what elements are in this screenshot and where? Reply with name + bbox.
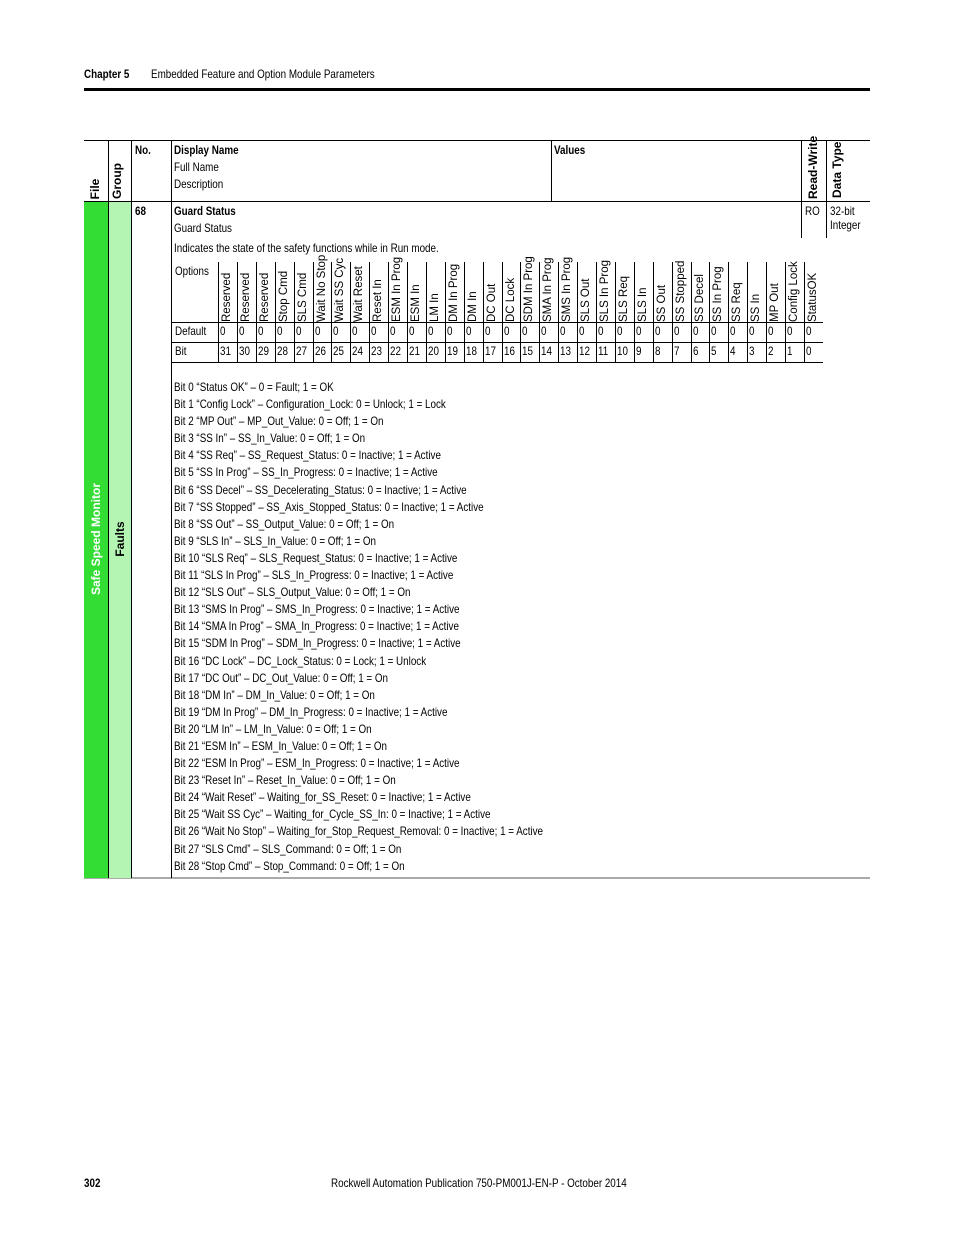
option-bit-number: 31 bbox=[220, 344, 231, 358]
header-read-write: Read-Write bbox=[806, 135, 820, 199]
bit-description-line: Bit 13 “SMS In Prog” – SMS_In_Progress: 0 = Inactive; 1 = Active bbox=[174, 602, 460, 617]
option-default-value: 0 bbox=[673, 324, 680, 338]
header-file: File bbox=[88, 178, 102, 200]
group-faults: Faults bbox=[113, 521, 127, 557]
option-name-label: SLS Req bbox=[617, 275, 630, 322]
option-bit-number: 2 bbox=[768, 344, 774, 358]
option-bit-number: 15 bbox=[522, 344, 534, 358]
option-bit-number: 11 bbox=[598, 344, 609, 358]
option-name-label: ESM In bbox=[410, 284, 422, 322]
option-default-value: 0 bbox=[711, 324, 717, 338]
option-default-value: 0 bbox=[503, 324, 509, 338]
options-row-divider bbox=[172, 322, 823, 323]
option-bit-number: 27 bbox=[295, 344, 307, 358]
option-default-value: 0 bbox=[220, 324, 226, 338]
bit-description-line: Bit 3 “SS In” – SS_In_Value: 0 = Off; 1 = On bbox=[174, 431, 366, 446]
option-default-value: 0 bbox=[314, 324, 320, 338]
bit-description-line: Bit 2 “MP Out” – MP_Out_Value: 0 = Off; 1 = On bbox=[174, 414, 384, 429]
param-description: Indicates the state of the safety functions while in Run mode. bbox=[174, 241, 439, 255]
bit-description-line: Bit 4 “SS Req” – SS_Request_Status: 0 = Inactive; 1 = Active bbox=[174, 448, 441, 463]
option-name-label: ESM In Prog bbox=[391, 256, 404, 322]
option-name-label: Wait No Stop bbox=[315, 254, 328, 322]
option-bit-number: 13 bbox=[560, 344, 572, 358]
page-number: 302 bbox=[84, 1176, 101, 1190]
option-bit-number: 7 bbox=[673, 344, 680, 358]
option-default-value: 0 bbox=[427, 324, 434, 338]
option-name-label: DM In Prog bbox=[447, 263, 460, 322]
option-default-value: 0 bbox=[238, 324, 245, 338]
option-name-label: Config Lock bbox=[788, 261, 800, 322]
bit-description-list bbox=[174, 379, 624, 875]
option-bit-number: 23 bbox=[371, 344, 383, 358]
option-name-label: Wait SS Cyc bbox=[334, 257, 347, 322]
option-name-label: SS Req bbox=[731, 282, 744, 322]
publication-info: Rockwell Automation Publication 750-PM001J-EN-P - October 2014 bbox=[331, 1176, 627, 1190]
option-default-value: 0 bbox=[257, 324, 264, 338]
option-bit-number: 26 bbox=[314, 344, 326, 358]
option-name-label: SMS In Prog bbox=[561, 256, 574, 322]
option-bit-number: 18 bbox=[465, 344, 477, 358]
option-bit-number: 1 bbox=[787, 344, 793, 358]
bit-description-line: Bit 19 “DM In Prog” – DM_In_Progress: 0 = Inactive; 1 = Active bbox=[174, 704, 448, 719]
option-bit-number: 14 bbox=[541, 344, 553, 358]
option-name-label: SLS In bbox=[636, 287, 649, 322]
option-name-label: Wait Reset bbox=[353, 266, 366, 322]
option-bit-number: 16 bbox=[503, 344, 515, 358]
bit-description-line: Bit 26 “Wait No Stop” – Waiting_for_Stop_Request_Removal: 0 = Inactive; 1 = Active bbox=[174, 824, 544, 839]
option-name-label: DC Lock bbox=[504, 277, 517, 322]
option-bit-number: 28 bbox=[276, 344, 288, 358]
bit-description-line: Bit 16 “DC Lock” – DC_Lock_Status: 0 = Lock; 1 = Unlock bbox=[174, 653, 427, 668]
bit-description-line: Bit 5 “SS In Prog” – SS_In_Progress: 0 = Inactive; 1 = Active bbox=[174, 465, 438, 480]
bit-description-line: Bit 25 “Wait SS Cyc” – Waiting_for_Cycle_SS_In: 0 = Inactive; 1 = Active bbox=[174, 807, 491, 822]
col-divider bbox=[826, 140, 827, 238]
option-name-label: SS Stopped bbox=[674, 260, 687, 322]
option-default-value: 0 bbox=[522, 324, 528, 338]
option-default-value: 0 bbox=[371, 324, 377, 338]
header-rule bbox=[84, 88, 870, 91]
option-bit-number: 5 bbox=[711, 344, 717, 358]
option-name-label: Stop Cmd bbox=[277, 270, 290, 322]
option-default-value: 0 bbox=[409, 324, 415, 338]
bit-description-line: Bit 15 “SDM In Prog” – SDM_In_Progress: 0 = Inactive; 1 = Active bbox=[174, 636, 461, 651]
option-default-value: 0 bbox=[768, 324, 774, 338]
option-default-value: 0 bbox=[276, 324, 283, 338]
header-values: Values bbox=[554, 143, 586, 157]
option-default-value: 0 bbox=[541, 324, 547, 338]
col-divider bbox=[108, 140, 109, 878]
option-bit-number: 22 bbox=[390, 344, 402, 358]
option-default-value: 0 bbox=[390, 324, 396, 338]
header-description: Description bbox=[174, 177, 224, 191]
bit-description-line: Bit 20 “LM In” – LM_In_Value: 0 = Off; 1 = On bbox=[174, 721, 372, 736]
header-no: No. bbox=[135, 143, 151, 157]
option-bit-number: 10 bbox=[616, 344, 628, 358]
table-bottom-border bbox=[84, 877, 870, 879]
option-name-label: LM In bbox=[428, 293, 441, 322]
option-bit-number: 21 bbox=[409, 344, 420, 358]
bit-description-line: Bit 8 “SS Out” – SS_Output_Value: 0 = Off; 1 = On bbox=[174, 516, 395, 531]
option-name-label: StatusOK bbox=[806, 272, 819, 322]
bit-description-line: Bit 0 “Status OK” – 0 = Fault; 1 = OK bbox=[174, 380, 334, 394]
bit-description-line: Bit 23 “Reset In” – Reset_In_Value: 0 = Off; 1 = On bbox=[174, 773, 396, 788]
bit-description-line: Bit 24 “Wait Reset” – Waiting_for_SS_Reset: 0 = Inactive; 1 = Active bbox=[174, 790, 471, 805]
option-default-value: 0 bbox=[579, 324, 585, 338]
option-name-label: SLS Cmd bbox=[296, 272, 309, 322]
bit-description-line: Bit 7 “SS Stopped” – SS_Axis_Stopped_Status: 0 = Inactive; 1 = Active bbox=[174, 499, 484, 514]
option-bit-number: 30 bbox=[238, 344, 250, 358]
param-data-type: 32-bit bbox=[830, 204, 855, 218]
col-divider bbox=[171, 140, 172, 878]
option-default-value: 0 bbox=[484, 324, 491, 338]
chapter-title: Embedded Feature and Option Module Parameters bbox=[151, 67, 375, 81]
option-default-value: 0 bbox=[560, 324, 566, 338]
bit-label: Bit bbox=[175, 344, 187, 358]
bit-description-line: Bit 10 “SLS Req” – SLS_Request_Status: 0 = Inactive; 1 = Active bbox=[174, 550, 458, 565]
options-row-divider bbox=[172, 362, 823, 363]
option-bit-number: 29 bbox=[257, 344, 269, 358]
header-full-name: Full Name bbox=[174, 160, 219, 174]
bit-description-line: Bit 21 “ESM In” – ESM_In_Value: 0 = Off; 1 = On bbox=[174, 738, 387, 753]
option-default-value: 0 bbox=[352, 324, 358, 338]
option-default-value: 0 bbox=[654, 324, 661, 338]
option-bit-number: 6 bbox=[692, 344, 698, 358]
option-name-label: Reserved bbox=[221, 272, 233, 322]
param-read-write: RO bbox=[805, 204, 820, 218]
option-name-label: SMA In Prog bbox=[542, 257, 555, 322]
bit-description-line: Bit 11 “SLS In Prog” – SLS_In_Progress: 0 = Inactive; 1 = Active bbox=[174, 568, 454, 583]
option-default-value: 0 bbox=[749, 324, 755, 338]
option-default-value: 0 bbox=[295, 324, 302, 338]
col-divider bbox=[551, 140, 552, 201]
bit-description-line: Bit 1 “Config Lock” – Configuration_Lock: 0 = Unlock; 1 = Lock bbox=[174, 397, 446, 412]
option-bit-number: 0 bbox=[805, 344, 812, 358]
option-default-value: 0 bbox=[616, 324, 623, 338]
option-name-label: SS In bbox=[750, 293, 763, 322]
file-safe-speed-monitor: Safe Speed Monitor bbox=[89, 483, 103, 596]
option-default-value: 0 bbox=[692, 324, 698, 338]
option-name-label: SS Decel bbox=[693, 274, 706, 322]
bit-description-line: Bit 17 “DC Out” – DC_Out_Value: 0 = Off; 1 = On bbox=[174, 670, 389, 685]
option-name-label: SS Out bbox=[655, 284, 668, 322]
option-default-value: 0 bbox=[598, 324, 604, 338]
bit-description-line: Bit 27 “SLS Cmd” – SLS_Command: 0 = Off; 1 = On bbox=[174, 841, 402, 856]
option-bit-number: 17 bbox=[484, 344, 496, 358]
option-name-label: Reserved bbox=[258, 272, 271, 322]
option-bit-number: 19 bbox=[446, 344, 458, 358]
option-bit-number: 4 bbox=[730, 344, 736, 358]
option-name-label: DC Out bbox=[485, 283, 498, 322]
param-display-name: Guard Status bbox=[174, 204, 236, 218]
col-divider bbox=[801, 140, 802, 238]
option-default-value: 0 bbox=[333, 324, 339, 338]
header-display-name: Display Name bbox=[174, 143, 239, 157]
option-default-value: 0 bbox=[805, 324, 812, 338]
option-default-value: 0 bbox=[730, 324, 736, 338]
option-default-value: 0 bbox=[446, 324, 453, 338]
option-bit-number: 12 bbox=[579, 344, 591, 358]
option-name-label: Reset In bbox=[372, 279, 385, 322]
option-bit-number: 25 bbox=[333, 344, 345, 358]
option-default-value: 0 bbox=[787, 324, 793, 338]
option-default-value: 0 bbox=[465, 324, 472, 338]
bit-description-line: Bit 9 “SLS In” – SLS_In_Value: 0 = Off; 1 = On bbox=[174, 533, 377, 548]
option-bit-number: 9 bbox=[635, 344, 642, 358]
bit-description-line: Bit 14 “SMA In Prog” – SMA_In_Progress: 0 = Inactive; 1 = Active bbox=[174, 619, 459, 634]
bit-description-line: Bit 28 “Stop Cmd” – Stop_Command: 0 = Off; 1 = On bbox=[174, 858, 405, 873]
bit-description-line: Bit 6 “SS Decel” – SS_Decelerating_Status: 0 = Inactive; 1 = Active bbox=[174, 482, 467, 497]
param-data-type-line2: Integer bbox=[830, 218, 861, 232]
table-top-border bbox=[84, 140, 870, 141]
col-divider bbox=[131, 140, 132, 878]
option-default-value: 0 bbox=[635, 324, 642, 338]
option-bit-number: 24 bbox=[352, 344, 364, 358]
option-name-label: DM In bbox=[466, 291, 479, 322]
param-full-name: Guard Status bbox=[174, 221, 232, 235]
chapter-label: Chapter 5 bbox=[84, 67, 130, 81]
option-bit-number: 8 bbox=[654, 344, 661, 358]
option-name-label: SLS In Prog bbox=[599, 259, 611, 322]
option-name-label: SS In Prog bbox=[712, 266, 725, 322]
option-name-label: SLS Out bbox=[580, 278, 593, 322]
options-row-divider bbox=[172, 342, 823, 343]
bit-description-line: Bit 18 “DM In” – DM_In_Value: 0 = Off; 1 = On bbox=[174, 687, 375, 702]
bit-description-line: Bit 22 “ESM In Prog” – ESM_In_Progress: 0 = Inactive; 1 = Active bbox=[174, 756, 460, 771]
option-bit-number: 20 bbox=[427, 344, 439, 358]
option-name-label: MP Out bbox=[769, 283, 782, 322]
option-name-label: Reserved bbox=[239, 272, 252, 322]
bit-description-line: Bit 12 “SLS Out” – SLS_Output_Value: 0 = Off; 1 = On bbox=[174, 585, 411, 600]
options-label: Options bbox=[175, 264, 209, 278]
header-group: Group bbox=[110, 163, 124, 199]
default-label: Default bbox=[175, 324, 207, 338]
table-header-bottom-border bbox=[84, 201, 870, 202]
option-bit-number: 3 bbox=[749, 344, 755, 358]
param-number: 68 bbox=[135, 204, 146, 218]
option-name-label: SDM In Prog bbox=[523, 256, 536, 322]
header-data-type: Data Type bbox=[830, 141, 844, 198]
